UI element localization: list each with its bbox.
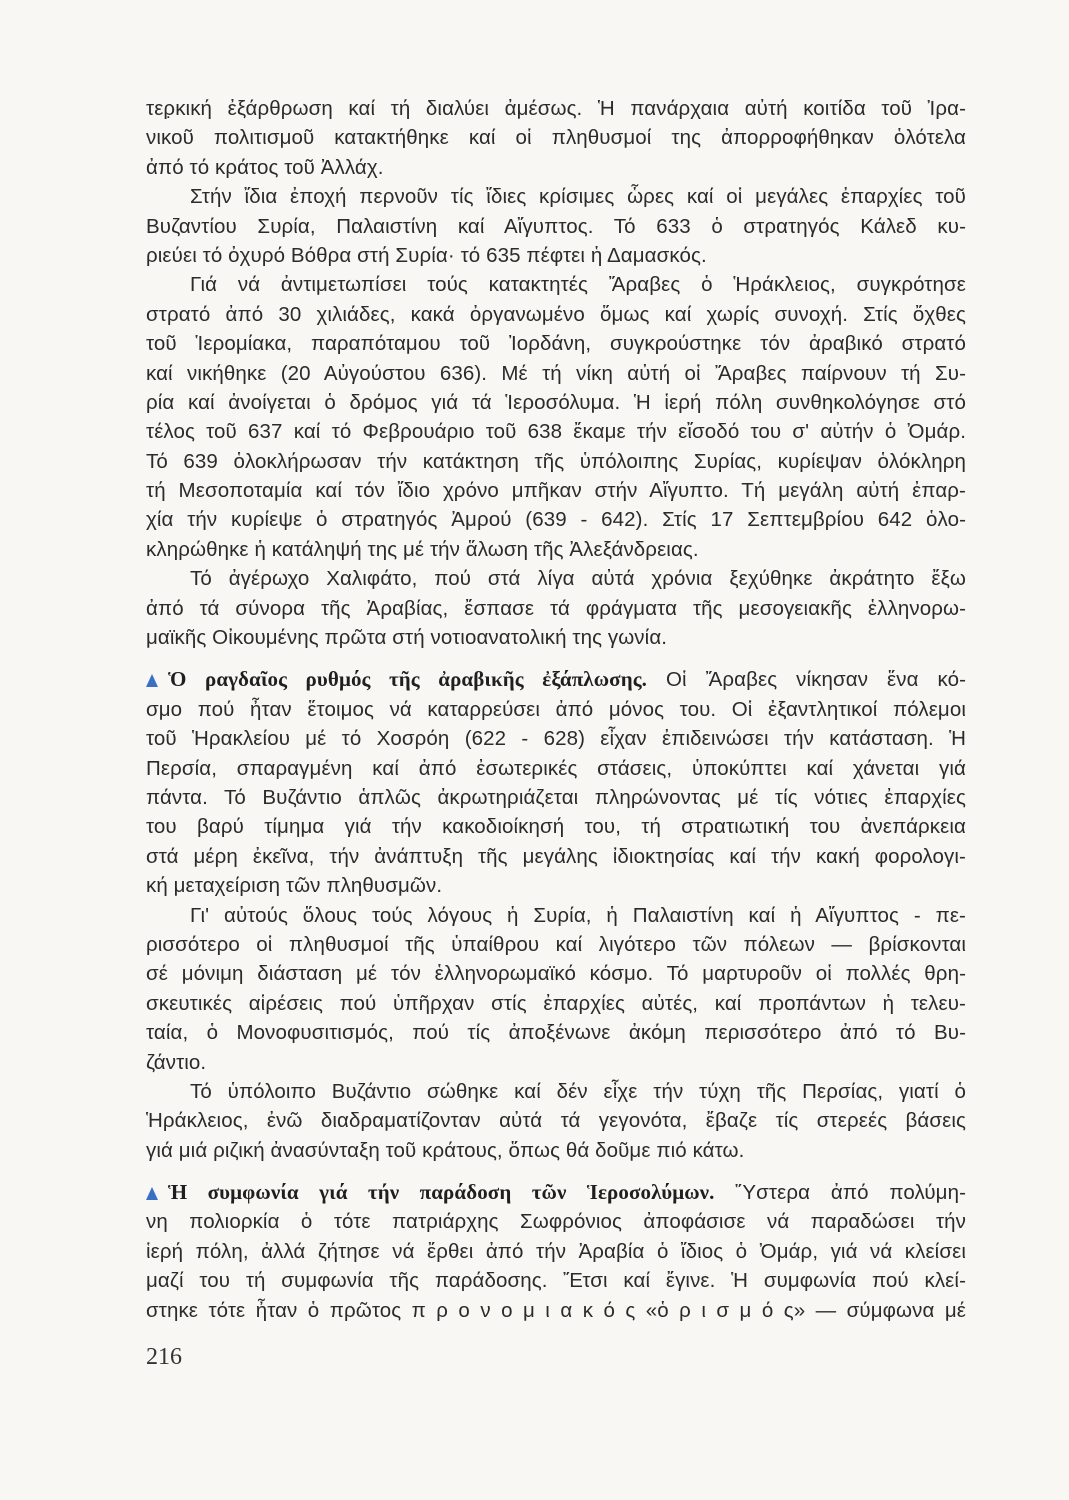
triangle-bullet-icon — [146, 674, 158, 687]
section-text: Ὕστερα ἀπό πολύμη- — [735, 1181, 967, 1205]
text-line: ρισσότερο οἱ πληθυσμοί τῆς ὑπαίθρου καί λιγότερο τῶν πόλεων — βρίσκονται — [146, 932, 966, 956]
text-line: σκευτικές αἱρέσεις πού ὑπῆρχαν στίς ἐπαρχίες αὐτές, καί προπάντων ἡ τελευ- — [146, 991, 966, 1015]
text-line: του βαρύ τίμημα γιά τήν κακοδιοίκησή του, τή στρατιωτική του ἀνεπάρκεια — [146, 815, 966, 839]
text-line: Τό ὑπόλοιπο Βυζάντιο σώθηκε καί δέν εἶχε τήν τύχη τῆς Περσίας, γιατί ὁ — [190, 1079, 966, 1103]
text-line: Γι' αὐτούς ὅλους τούς λόγους ἡ Συρία, ἡ Παλαιστίνη καί ἡ Αἴγυπτος - πε- — [190, 903, 966, 927]
text-line: Γιά νά ἀντιμετωπίσει τούς κατακτητές Ἄραβες ὁ Ἡράκλειος, συγκρότησε — [190, 273, 966, 297]
text-line: χία τήν κυρίεψε ὁ στρατηγός Ἀμρού (639 - 642). Στίς 17 Σεπτεμβρίου 642 ὁλο- — [146, 508, 966, 532]
text-line: νη πολιορκία ὁ τότε πατριάρχης Σωφρόνιος ἀποφάσισε νά παραδώσει τήν — [146, 1210, 966, 1234]
section-heading: Ἡ συμφωνία γιά τήν παράδοση τῶν Ἱεροσολύμων. — [168, 1180, 715, 1205]
page-body — [146, 94, 966, 1325]
text-line: σμο πού ἦταν ἕτοιμος νά καταρρεύσει ἀπό μόνος του. Οἱ ἐξαντλητικοί πόλεμοι — [146, 697, 966, 721]
text-line: ἱερή πόλη, ἀλλά ζήτησε νά ἔρθει ἀπό τήν Ἀραβία ὁ ἴδιος ὁ Ὀμάρ, γιά νά κλείσει — [146, 1239, 966, 1263]
section-paragraphs — [146, 901, 966, 1166]
paragraph — [146, 270, 966, 564]
page-number: 216 — [146, 1344, 182, 1370]
section-arab-expansion — [146, 665, 966, 1165]
paragraph — [146, 901, 966, 1077]
text-line: ριεύει τό ὀχυρό Βόθρα στή Συρία· τό 635 πέφτει ἡ Δαμασκός. — [146, 243, 707, 267]
section-text: Οἱ Ἄραβες νίκησαν ἕνα κό- — [665, 668, 967, 692]
triangle-bullet-icon — [146, 1187, 158, 1200]
text-line: τοῦ Ἡρακλείου μέ τό Χοσρόη (622 - 628) εἶχαν ἐπιδεινώσει τήν κατάσταση. Ἡ — [146, 727, 966, 751]
paragraph — [146, 564, 966, 652]
paragraph — [146, 94, 966, 182]
section-heading: Ὁ ραγδαῖος ρυθμός τῆς ἀραβικῆς ἐξάπλωσης. — [168, 667, 648, 692]
text-line: ἀπό τά σύνορα τῆς Ἀραβίας, ἔσπασε τά φράγματα τῆς μεσογειακῆς ἑλληνορω- — [146, 596, 966, 620]
text-line: στρατό ἀπό 30 χιλιάδες, κακά ὀργανωμένο ὅμως καί χωρίς συνοχή. Στίς ὄχθες — [146, 302, 966, 326]
section-first-line — [146, 1178, 966, 1207]
text-line: καί νικήθηκε (20 Αὐγούστου 636). Μέ τή νίκη αὐτή οἱ Ἄραβες παίρνουν τή Συ- — [146, 361, 966, 385]
text-line: νικοῦ πολιτισμοῦ κατακτήθηκε καί οἱ πληθυσμοί της ἀπορροφήθηκαν ὁλότελα — [146, 126, 966, 150]
text-line: τή Μεσοποταμία καί τόν ἴδιο χρόνο μπῆκαν στήν Αἴγυπτο. Τή μεγάλη αὐτή ἐπαρ- — [146, 479, 966, 503]
section-lines — [146, 695, 966, 901]
text-line: πάντα. Τό Βυζάντιο ἁπλῶς ἀκρωτηριάζεται πληρώνοντας μέ τίς νότιες ἐπαρχίες — [146, 785, 966, 809]
paragraph — [146, 1077, 966, 1165]
text-line: κληρώθηκε ἡ κατάληψή της μέ τήν ἅλωση τῆς Ἀλεξάνδρειας. — [146, 537, 699, 561]
text-line: ταία, ὁ Μονοφυσιτισμός, πού τίς ἀποξένωνε ἀκόμη περισσότερο ἀπό τό Βυ- — [146, 1021, 966, 1045]
text-line: Περσία, σπαραγμένη καί ἀπό ἐσωτερικές στάσεις, ὑποκύπτει καί χάνεται γιά — [146, 756, 966, 780]
text-line: μαζί του τή συμφωνία τῆς παράδοσης. Ἔτσι καί ἔγινε. Ἡ συμφωνία πού κλεί- — [146, 1269, 966, 1293]
text-line: Τό 639 ὁλοκλήρωσαν τήν κατάκτηση τῆς ὑπόλοιπης Συρίας, κυρίεψαν ὁλόκληρη — [146, 449, 966, 473]
text-line: τερ̣κική ἐξάρθρωση καί τή διαλύει ἀμέσως. Ἡ πανάρχαια αὐτή κοιτίδα τοῦ Ἰρα- — [146, 97, 966, 120]
text-line: στηκε τότε ἦταν ὁ πρῶτος π ρ ο ν ο μ ι α κ ό ς «ὁ ρ ι σ μ ό ς» — σύμφωνα μέ — [146, 1298, 966, 1322]
text-line: ζάντιο. — [146, 1050, 207, 1074]
text-line: Τό ἀγέρωχο Χαλιφάτο, πού στά λίγα αὐτά χρόνια ξεχύθηκε ἀκράτητο ἔξω — [190, 567, 966, 591]
section-jerusalem-agreement — [146, 1178, 966, 1325]
text-line: τοῦ Ἱερομίακα, παραπόταμου τοῦ Ἰορδάνη, συγκρούστηκε τόν ἀραβικό στρατό — [146, 332, 966, 356]
text-line: ἀπό τό κράτος τοῦ Ἀλλάχ. — [146, 155, 384, 179]
text-line: κή μεταχείριση τῶν πληθυσμῶν. — [146, 874, 443, 898]
text-line: σέ μόνιμη διάσταση μέ τόν ἑλληνορωμαϊκό κόσμο. Τό μαρτυροῦν οἱ πολλές θρη- — [146, 962, 966, 986]
section-first-line — [146, 665, 966, 694]
text-line: στά μέρη ἐκεῖνα, τήν ἀνάπτυξη τῆς μεγάλης ἰδιοκτησίας καί τήν κακή φορολογι- — [146, 844, 966, 868]
text-line: Βυζαντίου Συρία, Παλαιστίνη καί Αἴγυπτος. Τό 633 ὁ στρατηγός Κάλεδ κυ- — [146, 214, 966, 238]
text-line: Ἡράκλειος, ἐνῶ διαδραματίζονταν αὐτά τά γεγονότα, ἔβαζε τίς στερεές βάσεις — [146, 1109, 966, 1133]
text-line: μαϊκῆς Οἰκουμένης πρῶτα στή νοτιοανατολική της γωνία. — [146, 626, 668, 650]
text-line: γιά μιά ριζική ἀνασύνταξη τοῦ κράτους, ὅπως θά δοῦμε πιό κάτω. — [146, 1138, 745, 1162]
text-line: τέλος τοῦ 637 καί τό Φεβρουάριο τοῦ 638 ἔκαμε τήν εἴσοδό του σ' αὐτήν ὁ Ὀμάρ. — [146, 420, 966, 444]
intro-paragraphs — [146, 94, 966, 652]
text-line: ρία καί ἀνοίγεται ὁ δρόμος γιά τά Ἱεροσόλυμα. Ἡ ἱερή πόλη συνθηκολόγησε στό — [146, 390, 966, 414]
text-line: Στήν ἴδια ἐποχή περνοῦν τίς ἴδιες κρίσιμες ὧρες καί οἱ μεγάλες ἐπαρχίες τοῦ — [190, 185, 966, 209]
paragraph — [146, 182, 966, 270]
section-lines — [146, 1207, 966, 1325]
